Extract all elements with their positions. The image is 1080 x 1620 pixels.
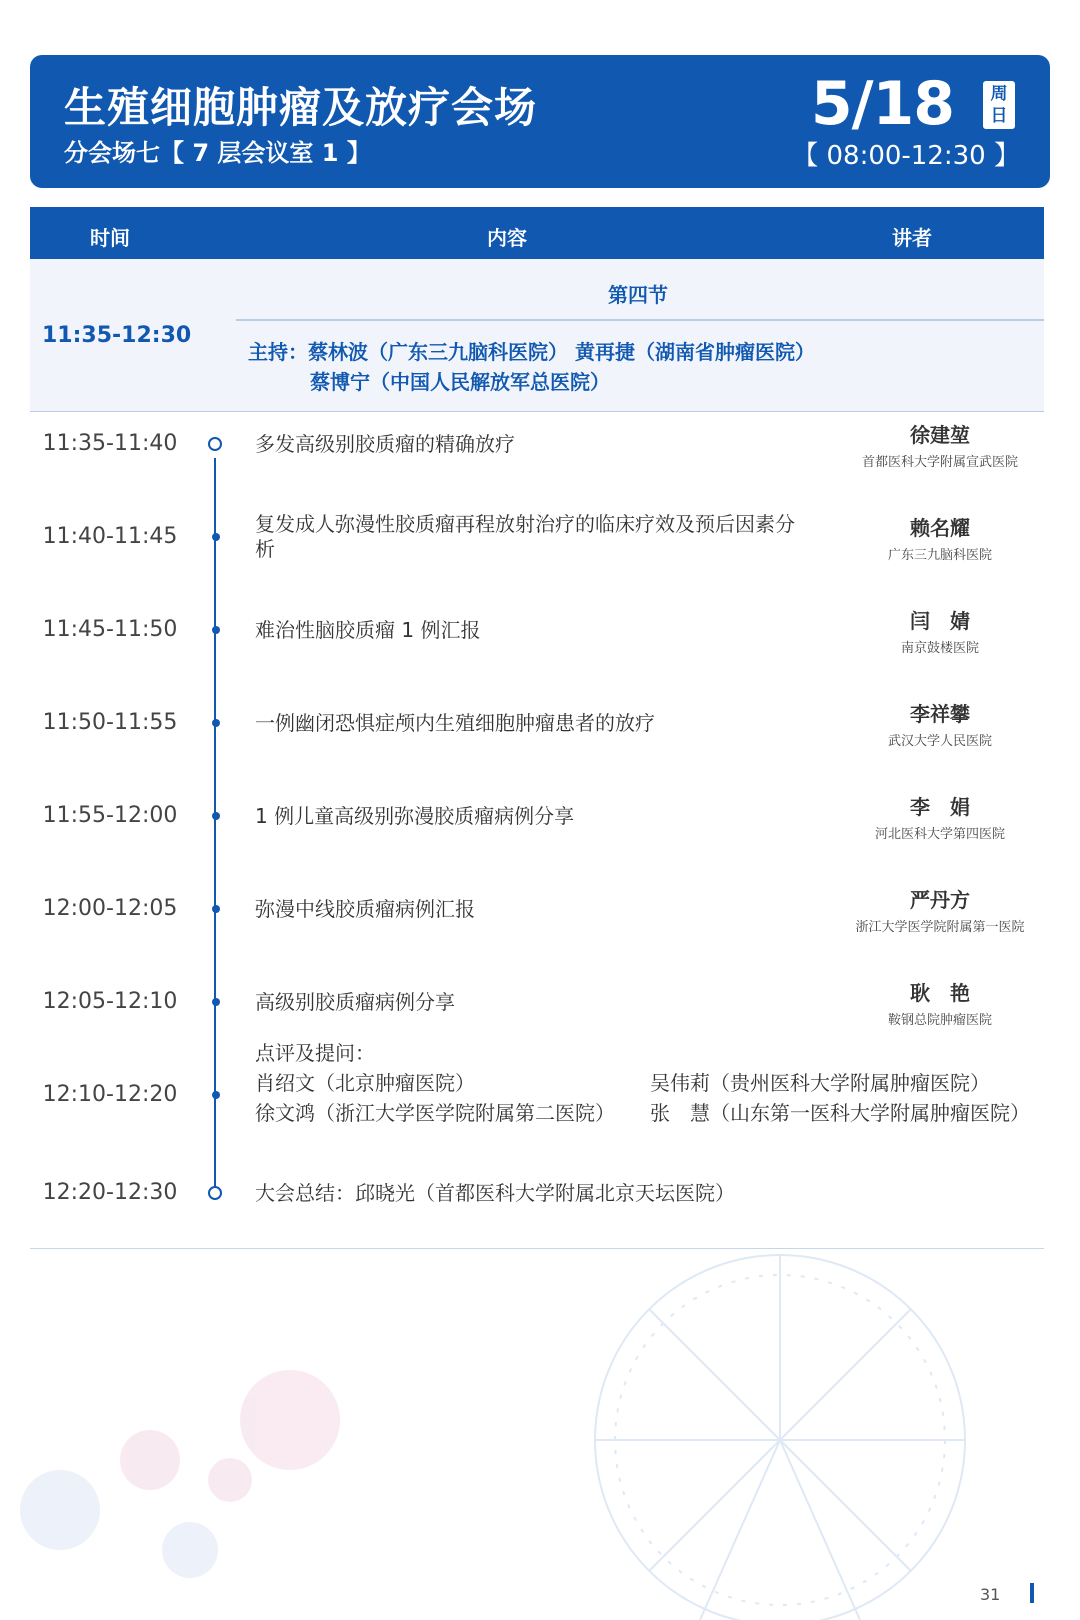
row-time: 11:35-11:40 — [42, 431, 178, 456]
reviewer-1: 肖绍文（北京肿瘤医院） — [255, 1071, 475, 1095]
speaker-institution: 河北医科大学第四医院 — [874, 827, 1005, 842]
row-time: 11:55-12:00 — [42, 803, 178, 828]
column-time: 时间 — [90, 226, 130, 250]
session-date: 5/18 — [810, 69, 954, 139]
summary-text: 大会总结：邱晓光（首都医科大学附属北京天坛医院） — [255, 1181, 735, 1205]
reviewer-2: 徐文鸿（浙江大学医学院附属第二医院） — [255, 1101, 615, 1125]
session-title: 生殖细胞肿瘤及放疗会场 — [64, 83, 538, 132]
session-venue: 分会场七【 7 层会议室 1 】 — [64, 139, 371, 167]
section-title: 第四节 — [608, 283, 668, 307]
row-time: 12:20-12:30 — [42, 1180, 178, 1205]
speaker-institution: 首都医科大学附属宣武医院 — [861, 455, 1018, 470]
timeline-dot-icon — [212, 905, 220, 913]
weekday-char-2: 日 — [990, 106, 1008, 126]
timeline-dot-icon — [212, 1091, 220, 1099]
speaker-name: 徐建堃 — [910, 423, 970, 447]
row-topic: 难治性脑胶质瘤 1 例汇报 — [255, 618, 481, 642]
section-time: 11:35-12:30 — [42, 323, 192, 348]
timeline-dot-icon — [212, 626, 220, 634]
session-header — [30, 55, 1050, 188]
row-time: 12:00-12:05 — [42, 896, 178, 921]
timeline-start-dot-icon — [208, 437, 222, 451]
row-topic: 高级别胶质瘤病例分享 — [255, 990, 455, 1014]
speaker-institution: 南京鼓楼医院 — [900, 641, 979, 656]
timeline-line — [214, 458, 216, 1200]
row-time: 12:05-12:10 — [42, 989, 178, 1014]
timeline-dot-icon — [212, 533, 220, 541]
speaker-institution: 广东三九脑科医院 — [887, 548, 992, 563]
reviewer-4: 张 慧（山东第一医科大学附属肿瘤医院） — [650, 1101, 1030, 1125]
timeline-dot-icon — [212, 719, 220, 727]
hosts-line-1: 主持：蔡林波（广东三九脑科医院） 黄再捷（湖南省肿瘤医院） — [248, 340, 815, 364]
speaker-name: 李 娟 — [910, 795, 970, 819]
speaker-name: 李祥攀 — [910, 702, 970, 726]
speaker-name: 严丹方 — [910, 888, 970, 912]
speaker-name: 闫 婧 — [910, 609, 970, 633]
column-content: 内容 — [487, 226, 527, 250]
row-topic: 一例幽闭恐惧症颅内生殖细胞肿瘤患者的放疗 — [255, 711, 655, 735]
page-number: 31 — [980, 1585, 1001, 1604]
page-marker — [1030, 1583, 1034, 1603]
speaker-name: 赖名耀 — [910, 516, 970, 540]
timeline-dot-icon — [212, 998, 220, 1006]
section-block — [30, 259, 1044, 411]
review-label: 点评及提问： — [255, 1041, 375, 1065]
weekday-badge — [983, 81, 1015, 129]
bottom-divider — [30, 1248, 1044, 1249]
row-time: 11:45-11:50 — [42, 617, 178, 642]
speaker-name: 耿 艳 — [910, 981, 970, 1005]
row-topic: 1 例儿童高级别弥漫胶质瘤病例分享 — [255, 804, 575, 828]
ferris-wheel-watermark-icon — [0, 1250, 1080, 1620]
speaker-institution: 武汉大学人民医院 — [887, 734, 992, 749]
speaker-institution: 浙江大学医学院附属第一医院 — [855, 920, 1025, 935]
speaker-institution: 鞍钢总院肿瘤医院 — [887, 1013, 992, 1028]
reviewer-3: 吴伟莉（贵州医科大学附属肿瘤医院） — [650, 1071, 990, 1095]
row-topic: 弥漫中线胶质瘤病例汇报 — [255, 897, 475, 921]
timeline-dot-icon — [212, 812, 220, 820]
row-time: 11:50-11:55 — [42, 710, 178, 735]
row-topic: 多发高级别胶质瘤的精确放疗 — [255, 432, 515, 456]
hosts-line-2: 蔡博宁（中国人民解放军总医院） — [310, 370, 610, 394]
timeline-end-dot-icon — [208, 1186, 222, 1200]
column-speaker: 讲者 — [892, 226, 932, 250]
section-hosts — [248, 337, 815, 397]
section-bottom-divider — [30, 411, 1044, 412]
row-time: 11:40-11:45 — [42, 524, 178, 549]
weekday-char-1: 周 — [990, 84, 1008, 104]
row-topic: 复发成人弥漫性胶质瘤再程放射治疗的临床疗效及预后因素分析 — [255, 512, 795, 561]
table-header — [30, 207, 1044, 259]
section-divider — [236, 319, 1044, 321]
row-time: 12:10-12:20 — [42, 1082, 178, 1107]
session-time-range: 【 08:00-12:30 】 — [792, 141, 1020, 171]
